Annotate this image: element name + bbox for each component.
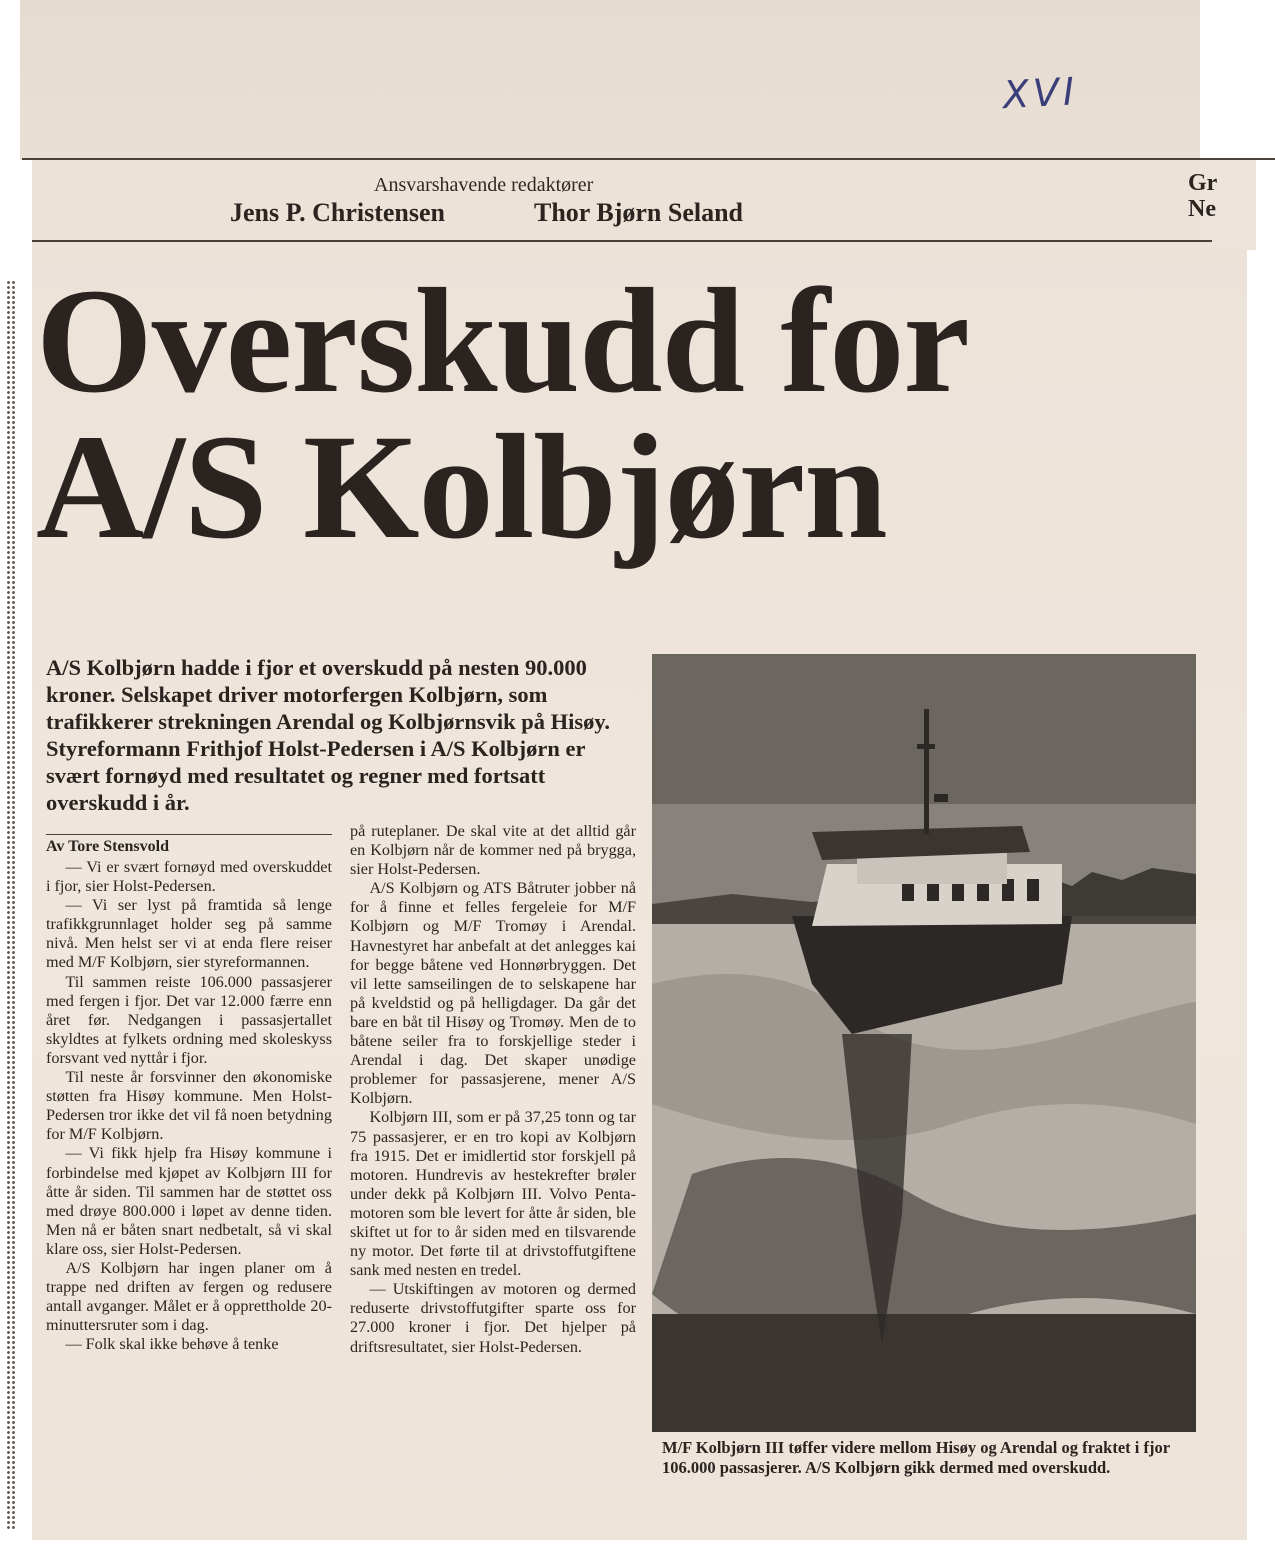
paragraph: på ruteplaner. De skal vite at det alltid går en Kolbjørn når de kommer ned på brygga, sier Holst-Pedersen. <box>350 822 636 879</box>
editor-name: Jens P. Christensen <box>230 198 446 227</box>
paragraph: — Vi ser lyst på framtida så lenge trafikkgrunnlaget holder seg på samme nivå. Men helst ser vi at enda flere reiser med M/F Kolbjørn, sier styreformannen. <box>46 896 332 972</box>
byline: Av Tore Stensvold <box>46 834 332 856</box>
headline <box>36 258 1236 570</box>
cut-off-line: Gr <box>1188 170 1218 196</box>
headline-line: Overskudd for <box>36 258 969 424</box>
masthead-bottom-rule <box>32 240 1212 242</box>
paragraph: A/S Kolbjørn har ingen planer om å trappe ned driften av fergen og redusere antall avganger. Målet er å opprettholde 20-minuttersruter som i dag. <box>46 1258 332 1335</box>
editor-name: Thor Bjørn Seland <box>534 198 744 227</box>
photo-caption: M/F Kolbjørn III tøffer videre mellom Hisøy og Arendal og fraktet i fjor 106.000 passasjerer. A/S Kolbjørn gikk dermed med overskudd. <box>662 1438 1170 1477</box>
editors-label: Ansvarshavende redaktører <box>374 174 594 196</box>
lead-paragraph: A/S Kolbjørn hadde i fjor et overskudd på nesten 90.000 kroner. Selskapet driver motorfergen Kolbjørn, som trafikkerer strekningen Arendal og Kolbjørnsvik på Hisøy. Styreformann Frithjof Holst-Pedersen i A/S Kolbjørn er svært fornøyd med resultatet og regner med fortsatt overskudd i år. <box>46 655 611 815</box>
headline-line: A/S Kolbjørn <box>36 404 887 570</box>
paragraph: Kolbjørn III, som er på 37,25 tonn og tar 75 passasjerer, er en tro kopi av Kolbjørn fra 1915. Det er imidlertid stor forskjell på motoren. Hundrevis av hestekrefter brøler under dekk på Kolbjørn III. Volvo Penta-motoren som ble levert for åtte år siden, ble skiftet ut for to år siden med en tilsvarende ny motor. Det førte til at drivstoffutgiftene sank med nesten en tredel. <box>350 1108 636 1280</box>
article-column-1 <box>46 858 332 1354</box>
masthead-top-rule <box>22 158 1275 160</box>
ferry-photo <box>652 654 1196 1432</box>
paragraph: Til neste år forsvinner den økonomiske støtten fra Hisøy kommune. Men Holst-Pedersen tror ikke det vil få noen betydning for M/F Kolbjørn. <box>46 1068 332 1144</box>
paragraph: A/S Kolbjørn og ATS Båtruter jobber nå for å finne et felles fergeleie for M/F Kolbjørn og M/F Tromøy i Arendal. Havnestyret har anbefalt at det anlegges kai for begge båtene ved Honnørbryggen. Det vil lette samseilingen de to selskapene har på kveldstid og på helligdager. Da går det bare en båt til Hisøy og Tromøy. Men de to båtene seiler fra to forskjellige steder i Arendal i dag. Det skaper unødige problemer for passasjerene, mener A/S Kolbjørn. <box>350 879 636 1108</box>
cut-off-line: Ne <box>1188 196 1216 222</box>
dotted-cut-border <box>6 280 16 1530</box>
handwritten-note: XVI <box>1001 69 1080 118</box>
paragraph: Til sammen reiste 106.000 passasjerer med fergen i fjor. Det var 12.000 færre enn året før. Nedgangen i passasjertallet skyldtes at fylkets ordning med skoleskyss forsvant ved nyttår i fjor. <box>46 972 332 1067</box>
cut-off-masthead-text <box>1188 170 1218 222</box>
paragraph: — Vi fikk hjelp fra Hisøy kommune i forbindelse med kjøpet av Kolbjørn III for åtte år siden. Til sammen har de støttet oss med drøye 800.000 i løpet av denne tiden. Men nå er båten snart nedbetalt, så vi skal klare oss, sier Holst-Pedersen. <box>46 1144 332 1258</box>
article-column-2 <box>350 822 636 1357</box>
paragraph: — Vi er svært fornøyd med overskuddet i fjor, sier Holst-Pedersen. <box>46 858 332 896</box>
paragraph: — Folk skal ikke behøve å tenke <box>65 1335 279 1354</box>
paragraph: — Utskiftingen av motoren og dermed reduserte drivstoffutgifter sparte oss for 27.000 kroner i fjor. Det hjelper på driftsresultatet, sier Holst-Pedersen. <box>350 1280 636 1356</box>
ferry-illustration <box>652 654 1196 1432</box>
